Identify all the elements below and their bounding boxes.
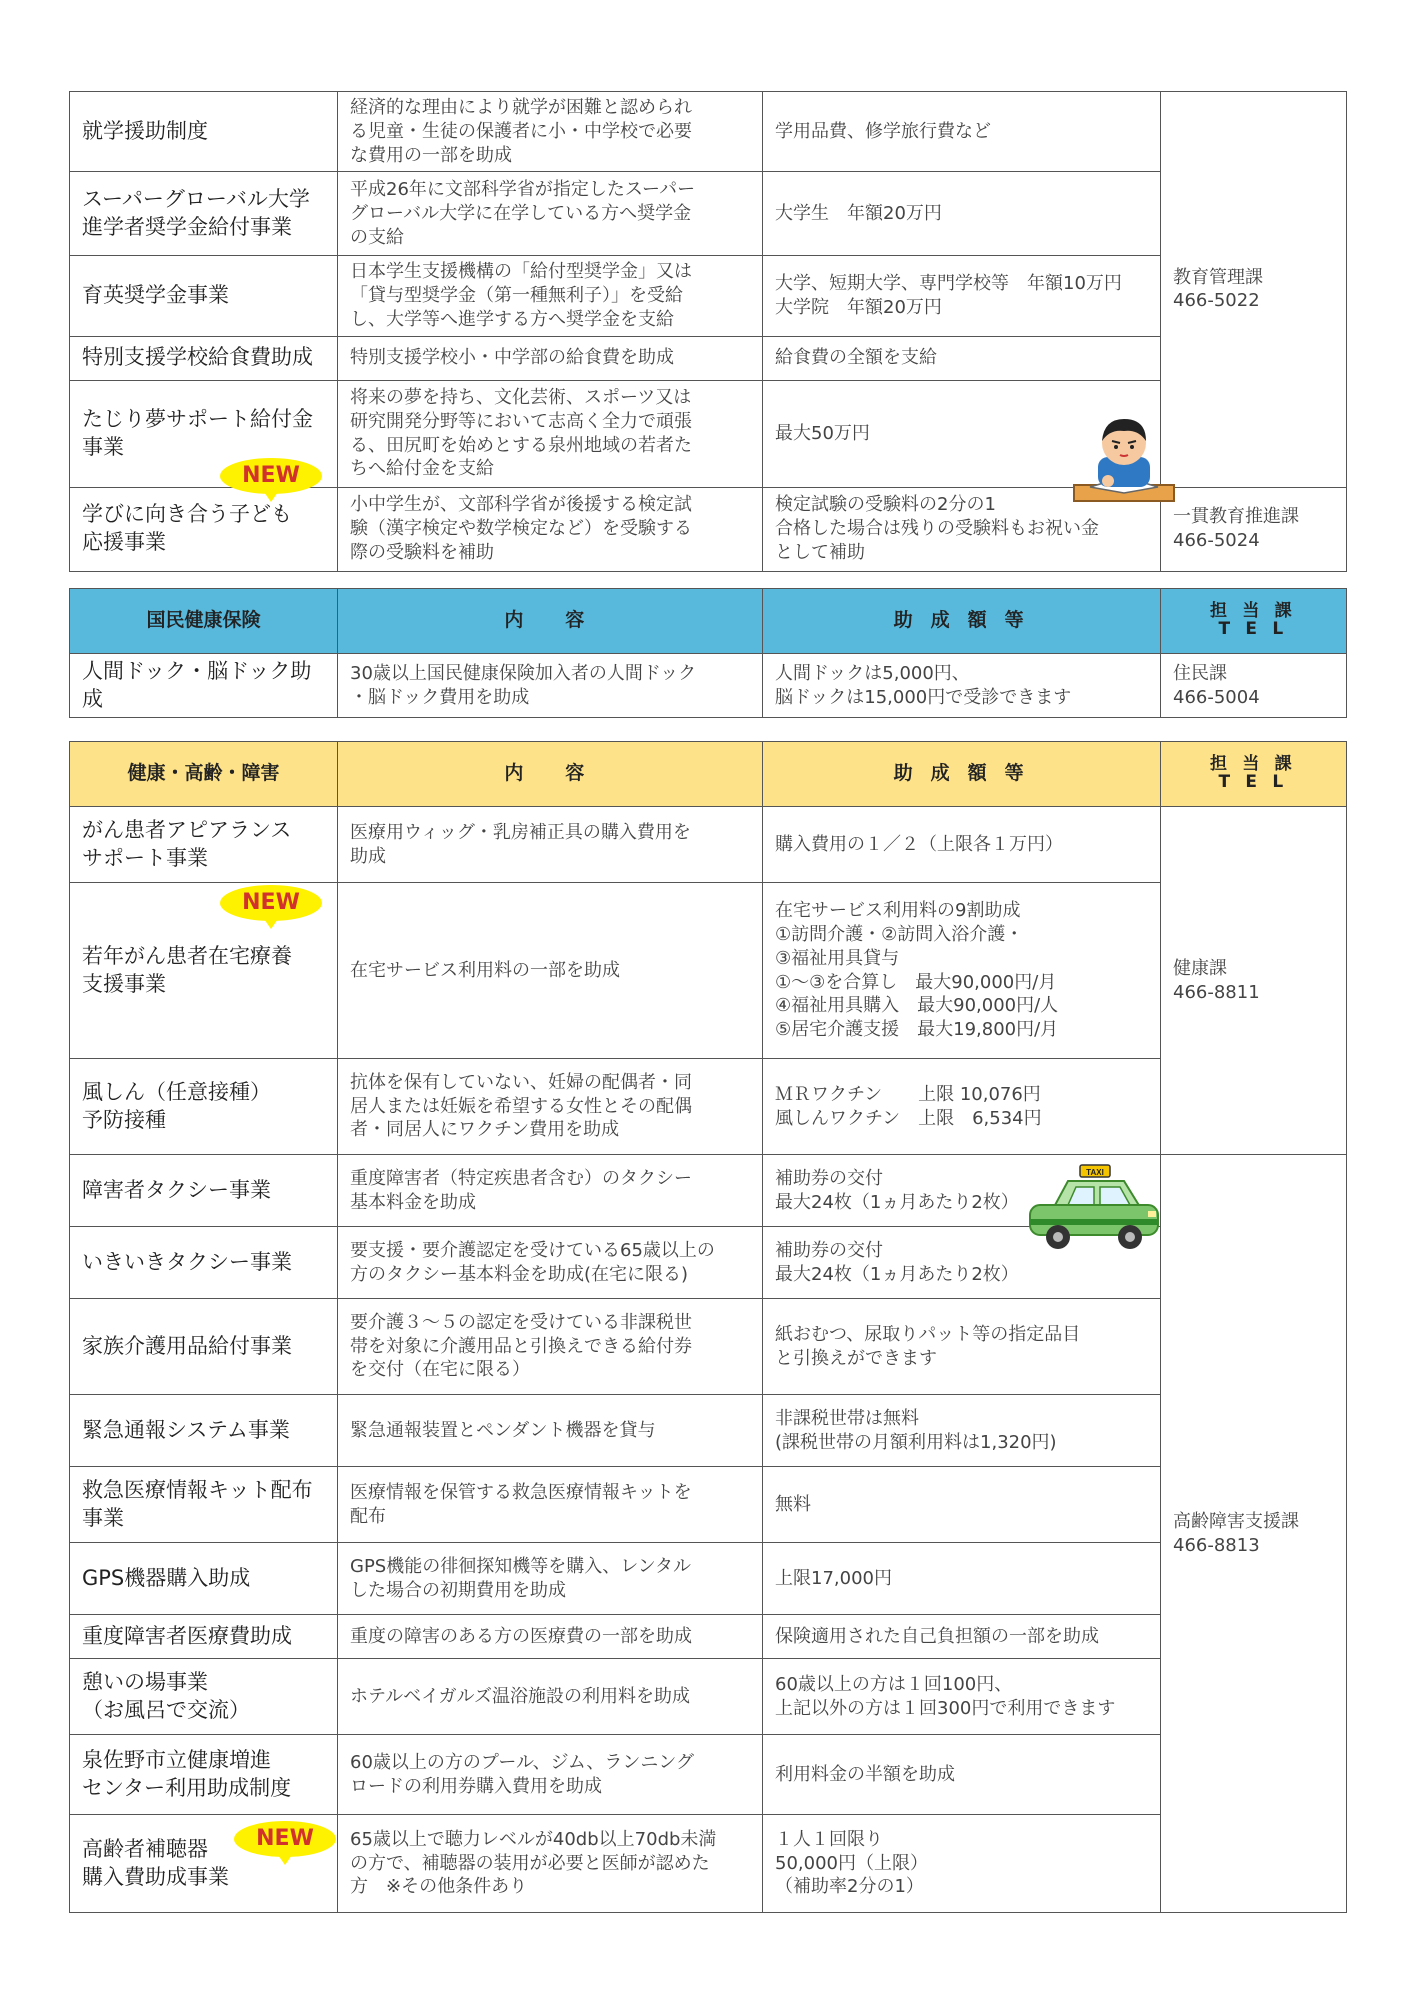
program-description: 抗体を保有していない、妊婦の配偶者・同 居人または妊娠を希望する女性とその配偶 者・同居人にワクチン費用を助成 (338, 1059, 763, 1155)
header-department: 担当課 TEL (1161, 589, 1347, 654)
program-amount: 60歳以上の方は１回100円、 上記以外の方は１回300円で利用できます (763, 1659, 1161, 1735)
program-description: 将来の夢を持ち、文化芸術、スポーツ又は 研究開発分野等において志高く全力で頑張 る、田尻町を始めとする泉州地域の若者た ちへ給付金を支給 (338, 380, 763, 487)
program-description: 医療情報を保管する救急医療情報キットを 配布 (338, 1467, 763, 1543)
header-content: 内 容 (338, 589, 763, 654)
program-amount: 給食費の全額を支給 (763, 336, 1161, 380)
header-amount: 助 成 額 等 (763, 742, 1161, 807)
program-amount: 検定試験の受験料の2分の1 合格した場合は残りの受験料もお祝い金 として補助 (763, 487, 1161, 571)
table-row (70, 1059, 1347, 1155)
program-name: 泉佐野市立健康増進 センター利用助成制度 (70, 1735, 338, 1815)
program-amount: 購入費用の１／２（上限各１万円） (763, 807, 1161, 883)
new-badge: NEW (220, 885, 322, 921)
program-description: 65歳以上で聴力レベルが40db以上70db未満 の方で、補聴器の装用が必要と医師が認めた 方 ※その他条件あり (338, 1815, 763, 1913)
table-row (70, 1543, 1347, 1615)
insurance-table (69, 588, 1347, 718)
new-badge: NEW (234, 1821, 336, 1857)
studying-student-illustration (1068, 415, 1180, 507)
department-contact: 一貫教育推進課 466-5024 (1161, 487, 1347, 571)
program-amount: 無料 (763, 1467, 1161, 1543)
header-department: 担当課 TEL (1161, 742, 1347, 807)
program-amount: 人間ドックは5,000円、 脳ドックは15,000円で受診できます (763, 654, 1161, 718)
program-amount: 学用品費、修学旅行費など (763, 92, 1161, 172)
program-description: 要支援・要介護認定を受けている65歳以上の 方のタクシー基本料金を助成(在宅に限る) (338, 1227, 763, 1299)
program-description: GPS機能の徘徊探知機等を購入、レンタル した場合の初期費用を助成 (338, 1543, 763, 1615)
program-amount: ＭＲワクチン 上限 10,076円 風しんワクチン 上限 6,534円 (763, 1059, 1161, 1155)
program-amount: １人１回限り 50,000円（上限） （補助率2分の1） (763, 1815, 1161, 1913)
table-row (70, 1659, 1347, 1735)
program-amount: 利用料金の半額を助成 (763, 1735, 1161, 1815)
program-name: 就学援助制度 (70, 92, 338, 172)
program-description: 在宅サービス利用料の一部を助成 (338, 883, 763, 1059)
taxi-illustration (1024, 1163, 1164, 1255)
program-name: たじり夢サポート給付金 事業 (70, 380, 338, 487)
department-contact: 住民課 466-5004 (1161, 654, 1347, 718)
program-name: 特別支援学校給食費助成 (70, 336, 338, 380)
program-amount: 大学、短期大学、専門学校等 年額10万円 大学院 年額20万円 (763, 256, 1161, 336)
program-description: 平成26年に文部科学省が指定したスーパー グローバル大学に在学している方へ奨学金 の支給 (338, 172, 763, 256)
program-description: 緊急通報装置とペンダント機器を貸与 (338, 1395, 763, 1467)
taxi-sign-text: TAXI (1086, 1168, 1104, 1177)
table-row (70, 1735, 1347, 1815)
table-row (70, 807, 1347, 883)
table-row (70, 1299, 1347, 1395)
program-name: 育英奨学金事業 (70, 256, 338, 336)
table-row (70, 883, 1347, 1059)
program-description: ホテルベイガルズ温浴施設の利用料を助成 (338, 1659, 763, 1735)
program-amount: 大学生 年額20万円 (763, 172, 1161, 256)
program-name: 重度障害者医療費助成 (70, 1615, 338, 1659)
table-row (70, 1467, 1347, 1543)
table-row (70, 172, 1347, 256)
table-row (70, 1615, 1347, 1659)
program-description: 重度の障害のある方の医療費の一部を助成 (338, 1615, 763, 1659)
department-contact: 健康課 466-8811 (1161, 807, 1347, 1155)
header-category: 国民健康保険 (70, 589, 338, 654)
program-name: 障害者タクシー事業 (70, 1155, 338, 1227)
program-amount: 保険適用された自己負担額の一部を助成 (763, 1615, 1161, 1659)
program-amount: 上限17,000円 (763, 1543, 1161, 1615)
program-description: 重度障害者（特定疾患者含む）のタクシー 基本料金を助成 (338, 1155, 763, 1227)
program-description: 60歳以上の方のプール、ジム、ランニング ロードの利用券購入費用を助成 (338, 1735, 763, 1815)
program-amount: 補助券の交付 最大24枚（1ヵ月あたり2枚） (763, 1227, 1161, 1299)
program-amount: 補助券の交付 最大24枚（1ヵ月あたり2枚） (763, 1155, 1161, 1227)
table-row (70, 1815, 1347, 1913)
program-amount: 非課税世帯は無料 (課税世帯の月額利用料は1,320円) (763, 1395, 1161, 1467)
program-name: スーパーグローバル大学 進学者奨学金給付事業 (70, 172, 338, 256)
program-name: 救急医療情報キット配布 事業 (70, 1467, 338, 1543)
program-description: 要介護３～５の認定を受けている非課税世 帯を対象に介護用品と引換えできる給付券 を交付（在宅に限る） (338, 1299, 763, 1395)
program-name: NEW 若年がん患者在宅療養 支援事業 (70, 883, 338, 1059)
program-name: GPS機器購入助成 (70, 1543, 338, 1615)
header-category: 健康・高齢・障害 (70, 742, 338, 807)
table-row (70, 336, 1347, 380)
program-amount: 紙おむつ、尿取りパット等の指定品目 と引換えができます (763, 1299, 1161, 1395)
table-header-row (70, 742, 1347, 807)
program-description: 小中学生が、文部科学省が後援する検定試 験（漢字検定や数学検定など）を受験する 際の受験料を補助 (338, 487, 763, 571)
header-amount: 助 成 額 等 (763, 589, 1161, 654)
program-name: 人間ドック・脳ドック助成 (70, 654, 338, 718)
program-name: NEW 高齢者補聴器 購入費助成事業 (70, 1815, 338, 1913)
table-header-row (70, 589, 1347, 654)
program-description: 特別支援学校小・中学部の給食費を助成 (338, 336, 763, 380)
table-row (70, 256, 1347, 336)
program-name: 緊急通報システム事業 (70, 1395, 338, 1467)
program-name: いきいきタクシー事業 (70, 1227, 338, 1299)
program-name: NEW 学びに向き合う子ども 応援事業 (70, 487, 338, 571)
program-description: 経済的な理由により就学が困難と認められ る児童・生徒の保護者に小・中学校で必要 な費用の一部を助成 (338, 92, 763, 172)
program-name: がん患者アピアランス サポート事業 (70, 807, 338, 883)
header-content: 内 容 (338, 742, 763, 807)
health-table (69, 741, 1347, 1913)
table-row (70, 1395, 1347, 1467)
program-name: 憩いの場事業 （お風呂で交流） (70, 1659, 338, 1735)
department-contact: 教育管理課 466-5022 (1161, 92, 1347, 488)
program-description: 30歳以上国民健康保険加入者の人間ドック ・脳ドック費用を助成 (338, 654, 763, 718)
department-contact: 高齢障害支援課 466-8813 (1161, 1155, 1347, 1913)
program-amount: 在宅サービス利用料の9割助成 ①訪問介護・②訪問入浴介護・ ③福祉用具貸与 ①～③を合算し 最大90,000円/月 ④福祉用具購入 最大90,000円/人 ⑤居宅介護支援 最大19,800円/月 (763, 883, 1161, 1059)
program-name: 家族介護用品給付事業 (70, 1299, 338, 1395)
program-description: 日本学生支援機構の「給付型奨学金」又は 「貸与型奨学金（第一種無利子）」を受給 し、大学等へ進学する方へ奨学金を支給 (338, 256, 763, 336)
program-amount: 最大50万円 (763, 380, 1161, 487)
program-name: 風しん（任意接種） 予防接種 (70, 1059, 338, 1155)
table-row (70, 654, 1347, 718)
new-badge: NEW (220, 458, 322, 494)
program-description: 医療用ウィッグ・乳房補正具の購入費用を 助成 (338, 807, 763, 883)
table-row (70, 92, 1347, 172)
